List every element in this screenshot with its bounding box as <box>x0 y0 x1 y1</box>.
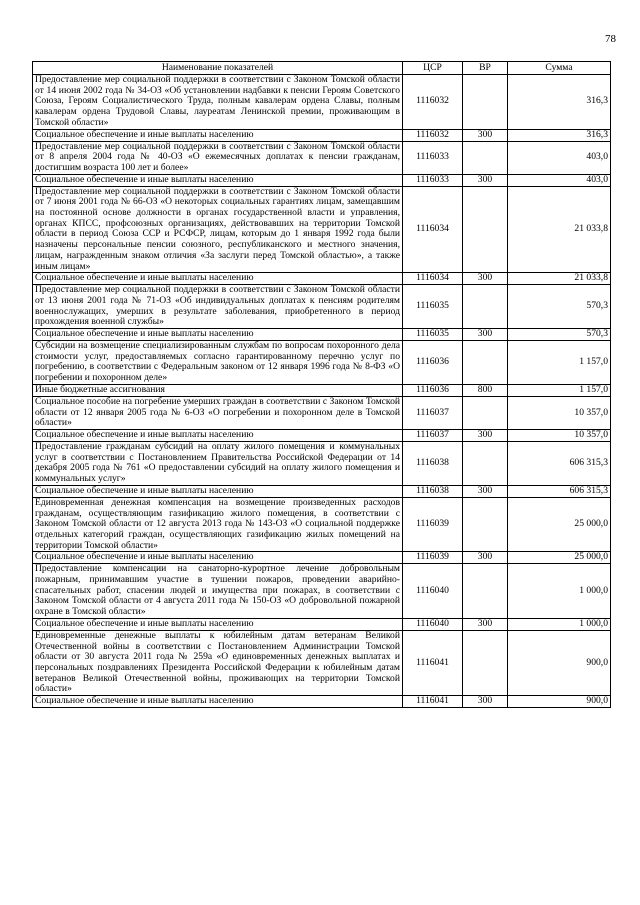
row-name-cell: Субсидии на возмещение специализированным службам по вопросам похоронного дела стоимости услуг, предоставляемых согласно гарантированному перечню услуг по погребению, в соответствии с Федеральным законом от 12 января 1996 года № 8-ФЗ «О погребении и похоронном деле» <box>33 341 403 385</box>
row-sum-cell: 1 000,0 <box>508 564 611 619</box>
row-csr-cell: 1116037 <box>403 396 463 429</box>
row-sum-cell: 1 157,0 <box>508 384 611 396</box>
row-name-cell: Социальное пособие на погребение умерших граждан в соответствии с Законом Томской области от 12 января 2005 года № 6-ОЗ «О погребении и похоронном деле в Томской области» <box>33 396 403 429</box>
row-sum-cell: 10 357,0 <box>508 396 611 429</box>
row-name-cell: Социальное обеспечение и иные выплаты населению <box>33 273 403 285</box>
row-name-cell: Социальное обеспечение и иные выплаты населению <box>33 174 403 186</box>
row-csr-cell: 1116032 <box>403 129 463 141</box>
row-vr-cell: 300 <box>463 429 508 441</box>
table-row <box>33 384 611 396</box>
row-name-cell: Предоставление мер социальной поддержки в соответствии с Законом Томской области от 13 июня 2001 года № 71-ОЗ «Об индивидуальных доплатах к пенсиям родителям военнослужащих, умерших в результате заболевания, приобретенного в период прохождения военной службы» <box>33 285 403 329</box>
table-row <box>33 341 611 385</box>
row-sum-cell: 25 000,0 <box>508 497 611 552</box>
table-row <box>33 186 611 273</box>
row-vr-cell <box>463 630 508 695</box>
table-row <box>33 485 611 497</box>
row-vr-cell: 300 <box>463 552 508 564</box>
row-vr-cell <box>463 141 508 174</box>
row-vr-cell <box>463 341 508 385</box>
row-name-cell: Предоставление компенсации на санаторно-курортное лечение добровольным пожарным, принимавшим участие в тушении пожаров, проведении аварийно-спасательных работ, спасении людей и имущества при пожарах, в соответствии с Законом Томской области от 4 августа 2011 года № 150-ОЗ «О добровольной пожарной охране в Томской области» <box>33 564 403 619</box>
table-row <box>33 396 611 429</box>
row-name-cell: Социальное обеспечение и иные выплаты населению <box>33 552 403 564</box>
table-row <box>33 285 611 329</box>
table-row <box>33 429 611 441</box>
row-csr-cell: 1116038 <box>403 485 463 497</box>
row-name-cell: Иные бюджетные ассигнования <box>33 384 403 396</box>
row-name-cell: Социальное обеспечение и иные выплаты населению <box>33 429 403 441</box>
row-vr-cell: 300 <box>463 329 508 341</box>
row-vr-cell <box>463 285 508 329</box>
header-csr: ЦСР <box>403 62 463 75</box>
row-sum-cell: 21 033,8 <box>508 273 611 285</box>
row-name-cell: Социальное обеспечение и иные выплаты населению <box>33 618 403 630</box>
row-sum-cell: 403,0 <box>508 174 611 186</box>
row-vr-cell <box>463 396 508 429</box>
row-csr-cell: 1116034 <box>403 186 463 273</box>
table-row <box>33 174 611 186</box>
row-sum-cell: 900,0 <box>508 696 611 708</box>
row-name-cell: Предоставление мер социальной поддержки в соответствии с Законом Томской области от 14 июня 2002 года № 34-ОЗ «Об установлении надбавки к пенсии Героям Советского Союза, Героям Социалистического Труда, полным кавалерам ордена Славы, полным кавалерам ордена Трудовой Славы, лауреатам Ленинской премии, проживающим в Томской области» <box>33 75 403 130</box>
table-row <box>33 630 611 695</box>
table-row <box>33 75 611 130</box>
row-name-cell: Предоставление мер социальной поддержки в соответствии с Законом Томской области от 7 июня 2001 года № 66-ОЗ «О некоторых социальных гарантиях лицам, замещавшим на постоянной основе должности в органах государственной власти и управления, органах КПСС, профсоюзных организациях, действовавших на территории Томской области в период Союза ССР и РСФСР, лицам, которым до 1 января 1992 года были назначены персональные пенсии союзного, республиканского и местного значения, лицам, награжденным знаком отличия «За заслуги перед Томской областью», а также иным лицам» <box>33 186 403 273</box>
table-row <box>33 141 611 174</box>
row-sum-cell: 21 033,8 <box>508 186 611 273</box>
row-sum-cell: 403,0 <box>508 141 611 174</box>
header-sum: Сумма <box>508 62 611 75</box>
row-sum-cell: 25 000,0 <box>508 552 611 564</box>
table-row <box>33 329 611 341</box>
table-row <box>33 564 611 619</box>
row-csr-cell: 1116033 <box>403 174 463 186</box>
table-row <box>33 497 611 552</box>
row-csr-cell: 1116036 <box>403 341 463 385</box>
row-csr-cell: 1116035 <box>403 285 463 329</box>
row-sum-cell: 10 357,0 <box>508 429 611 441</box>
row-sum-cell: 1 157,0 <box>508 341 611 385</box>
row-sum-cell: 606 315,3 <box>508 485 611 497</box>
table-row <box>33 696 611 708</box>
budget-table <box>32 61 611 708</box>
row-csr-cell: 1116033 <box>403 141 463 174</box>
page-number: 78 <box>605 33 616 45</box>
row-name-cell: Социальное обеспечение и иные выплаты населению <box>33 329 403 341</box>
table-header-row <box>33 62 611 75</box>
row-sum-cell: 570,3 <box>508 285 611 329</box>
header-vr: ВР <box>463 62 508 75</box>
row-vr-cell: 300 <box>463 696 508 708</box>
row-vr-cell <box>463 497 508 552</box>
row-csr-cell: 1116032 <box>403 75 463 130</box>
row-name-cell: Единовременная денежная компенсация на возмещение произведенных расходов гражданам, осуществляющим газификацию жилого помещения, в соответствии с Законом Томской области от 12 августа 2013 года № 143-ОЗ «О социальной поддержке отдельных категорий граждан, осуществляющих газификацию жилых помещений на территории Томской области» <box>33 497 403 552</box>
row-csr-cell: 1116039 <box>403 497 463 552</box>
row-csr-cell: 1116034 <box>403 273 463 285</box>
row-vr-cell: 300 <box>463 273 508 285</box>
row-csr-cell: 1116040 <box>403 564 463 619</box>
row-csr-cell: 1116036 <box>403 384 463 396</box>
row-vr-cell: 300 <box>463 618 508 630</box>
row-csr-cell: 1116038 <box>403 441 463 485</box>
row-sum-cell: 316,3 <box>508 129 611 141</box>
table-row <box>33 441 611 485</box>
row-name-cell: Социальное обеспечение и иные выплаты населению <box>33 485 403 497</box>
row-vr-cell <box>463 186 508 273</box>
table-row <box>33 129 611 141</box>
row-name-cell: Социальное обеспечение и иные выплаты населению <box>33 696 403 708</box>
row-name-cell: Предоставление мер социальной поддержки в соответствии с Законом Томской области от 8 апреля 2004 года № 40-ОЗ «О ежемесячных доплатах к пенсии гражданам, достигшим возраста 100 лет и более» <box>33 141 403 174</box>
row-sum-cell: 1 000,0 <box>508 618 611 630</box>
row-sum-cell: 606 315,3 <box>508 441 611 485</box>
row-vr-cell <box>463 441 508 485</box>
row-csr-cell: 1116037 <box>403 429 463 441</box>
table-row <box>33 273 611 285</box>
row-csr-cell: 1116040 <box>403 618 463 630</box>
row-vr-cell: 300 <box>463 129 508 141</box>
row-csr-cell: 1116035 <box>403 329 463 341</box>
table-row <box>33 552 611 564</box>
row-sum-cell: 570,3 <box>508 329 611 341</box>
row-vr-cell <box>463 564 508 619</box>
row-vr-cell: 800 <box>463 384 508 396</box>
row-vr-cell: 300 <box>463 485 508 497</box>
table-body <box>33 75 611 708</box>
row-name-cell: Социальное обеспечение и иные выплаты населению <box>33 129 403 141</box>
row-name-cell: Предоставление гражданам субсидий на оплату жилого помещения и коммунальных услуг в соответствии с Постановлением Правительства Российской Федерации от 14 декабря 2005 года № 761 «О предоставлении субсидий на оплату жилого помещения и коммунальных услуг» <box>33 441 403 485</box>
row-vr-cell <box>463 75 508 130</box>
row-csr-cell: 1116041 <box>403 696 463 708</box>
row-sum-cell: 316,3 <box>508 75 611 130</box>
row-name-cell: Единовременные денежные выплаты к юбилейным датам ветеранам Великой Отечественной войны в соответствии с Постановлением Администрации Томской области от 30 августа 2011 года № 259а «О единовременных денежных выплатах и персональных поздравлениях Президента Российской Федерации к юбилейным датам ветеранов Великой Отечественной войны, проживающих на территории Томской области» <box>33 630 403 695</box>
row-sum-cell: 900,0 <box>508 630 611 695</box>
row-vr-cell: 300 <box>463 174 508 186</box>
row-csr-cell: 1116039 <box>403 552 463 564</box>
table-row <box>33 618 611 630</box>
header-name: Наименование показателей <box>33 62 403 75</box>
row-csr-cell: 1116041 <box>403 630 463 695</box>
